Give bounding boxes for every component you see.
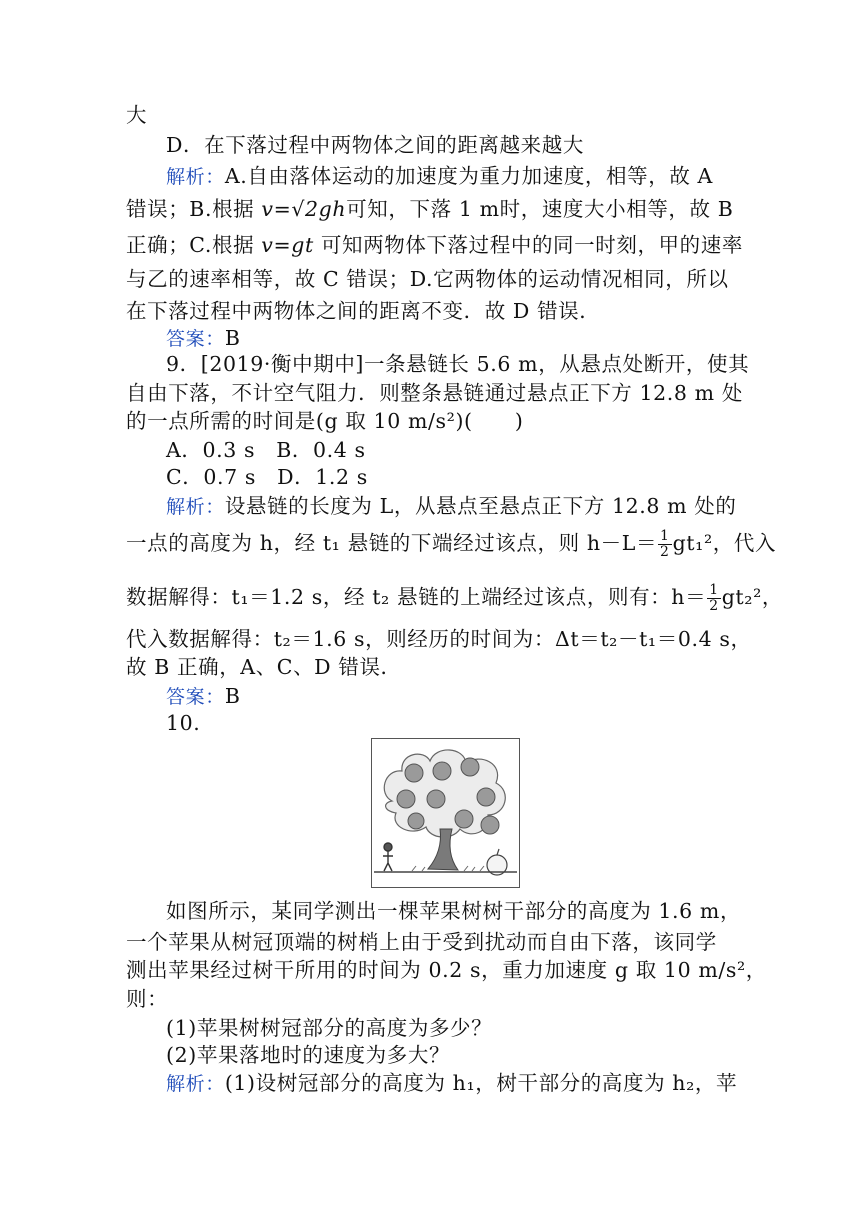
analysis-line: 解析：A.自由落体运动的加速度为重力加速度，相等，故 A	[166, 164, 713, 188]
apple-tree-figure	[371, 738, 520, 888]
text-line: 的一点所需的时间是(g 取 10 m/s²)( )	[126, 409, 524, 433]
analysis-line: 解析：设悬链的长度为 L，从悬点至悬点正下方 12.8 m 处的	[166, 494, 737, 518]
analysis-line: 解析：(1)设树冠部分的高度为 h₁，树干部分的高度为 h₂，苹	[166, 1071, 738, 1095]
fraction: $\frac{1}{2}$	[660, 528, 670, 560]
formula: v=√2gh	[261, 197, 347, 221]
fraction: $\frac{1}{2}$	[709, 582, 719, 614]
apple-tree-illustration	[372, 739, 519, 887]
answer-label: 答案：	[166, 686, 225, 708]
text-line: 故 B 正确，A、C、D 错误．	[126, 655, 402, 679]
text-line: 错误；B.根据 v=√2gh可知，下落 1 m时，速度大小相等，故 B	[126, 197, 734, 221]
options-ab: A．0.3 s B．0.4 s	[166, 438, 366, 462]
text-line: 与乙的速率相等，故 C 错误；D.它两物体的运动情况相同，所以	[126, 267, 729, 291]
text-line: 代入数据解得：t₂＝1.6 s，则经历的时间为：Δt＝t₂－t₁＝0.4 s，	[126, 627, 752, 651]
text-line: 正确；C.根据 v=gt 可知两物体下落过程中的同一时刻，甲的速率	[126, 233, 743, 257]
answer-label: 答案：	[166, 328, 225, 350]
text-line: 测出苹果经过树干所用的时间为 0.2 s，重力加速度 g 取 10 m/s²，	[126, 958, 767, 982]
question-10: 如图所示，某同学测出一棵苹果树树干部分的高度为 1.6 m，	[166, 899, 742, 923]
options-cd: C．0.7 s D．1.2 s	[166, 465, 368, 489]
text-line: 自由下落，不计空气阻力．则整条悬链通过悬点正下方 12.8 m 处	[126, 381, 743, 405]
text-line: 则：	[126, 987, 169, 1011]
analysis-label: 解析：	[166, 1073, 225, 1095]
answer-line: 答案：B	[166, 684, 241, 708]
option-d: D．在下落过程中两物体之间的距离越来越大	[166, 133, 584, 157]
question-9: 9．[2019·衡中期中]一条悬链长 5.6 m，从悬点处断开，使其	[166, 352, 750, 376]
question-10-number: 10.	[166, 711, 201, 735]
answer-line: 答案：B	[166, 326, 241, 350]
formula: v=gt	[261, 233, 314, 257]
text-line: 数据解得：t₁＝1.2 s，经 t₂ 悬链的上端经过该点，则有：h＝ $\frac{1}{2}$ gt₂²，	[126, 582, 783, 614]
text-line: 大	[126, 103, 148, 127]
sub-question-1: (1)苹果树树冠部分的高度为多少？	[166, 1016, 493, 1040]
analysis-label: 解析：	[166, 166, 225, 188]
text-line: 一点的高度为 h，经 t₁ 悬链的下端经过该点，则 h－L＝ $\frac{1}{2}$ gt₁²，代入	[126, 528, 777, 560]
sub-question-2: (2)苹果落地时的速度为多大？	[166, 1043, 451, 1067]
analysis-label: 解析：	[166, 496, 225, 518]
text-line: 在下落过程中两物体之间的距离不变．故 D 错误．	[126, 299, 601, 323]
text-line: 一个苹果从树冠顶端的树梢上由于受到扰动而自由下落，该同学	[126, 930, 717, 954]
